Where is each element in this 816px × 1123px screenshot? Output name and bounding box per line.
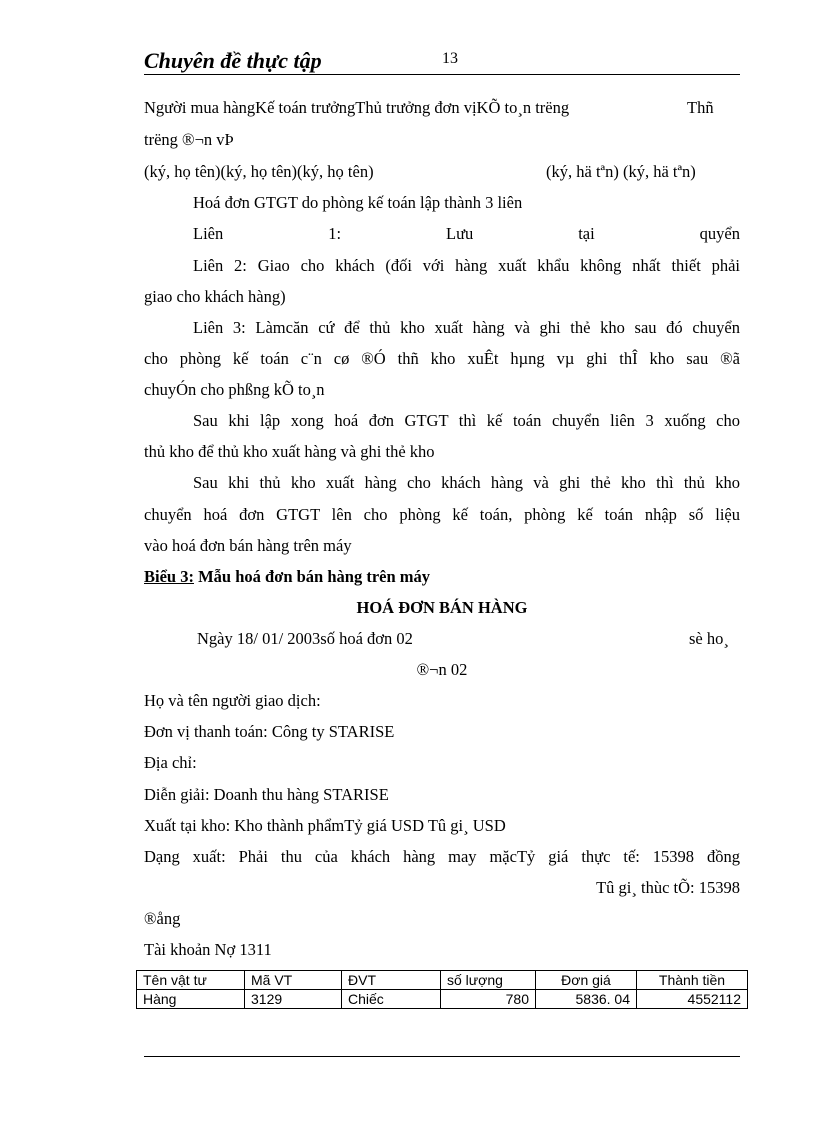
cell-quantity: 780 bbox=[441, 990, 536, 1009]
signature-line-1 bbox=[144, 98, 740, 118]
field-export-type: Dạng xuất: Phải thu của khách hàng may mặcTỷ giá thực tế: 15398 đồng bbox=[144, 847, 740, 866]
field-description: Diễn giải: Doanh thu hàng STARISE bbox=[144, 785, 389, 804]
paragraph-line: Sau khi lập xong hoá đơn GTGT thì kế toán chuyển liên 3 xuống cho bbox=[193, 411, 740, 430]
table-row bbox=[137, 990, 748, 1009]
cell-amount: 4552112 bbox=[637, 990, 748, 1009]
col-header: số lượng bbox=[441, 971, 536, 990]
page-header bbox=[144, 48, 740, 75]
field-counterparty: Họ và tên người giao dịch: bbox=[144, 691, 321, 710]
paragraph-line: Liên 2: Giao cho khách (đối với hàng xuất khẩu không nhất thiết phải bbox=[193, 256, 740, 275]
signature-roles-cont: Thñ bbox=[687, 98, 714, 117]
cell-unit: Chiếc bbox=[342, 990, 441, 1009]
table-header-row bbox=[137, 971, 748, 990]
signature-hint-cont: (ký, hä tªn) (ký, hä tªn) bbox=[546, 162, 696, 181]
invoice-table bbox=[136, 970, 748, 1009]
signature-line-2: trëng ®¬n vÞ bbox=[144, 130, 234, 149]
invoice-date-line bbox=[144, 629, 740, 649]
col-header: Thành tiền bbox=[637, 971, 748, 990]
field-warehouse: Xuất tại kho: Kho thành phẩmTỷ giá USD Tû gi¸ USD bbox=[144, 816, 506, 835]
footer-rule bbox=[144, 1056, 740, 1057]
col-header: Đơn giá bbox=[536, 971, 637, 990]
invoice-date: Ngày 18/ 01/ 2003số hoá đơn 02 bbox=[197, 629, 413, 648]
figure-label: Biểu 3: bbox=[144, 567, 194, 586]
paragraph-line: Hoá đơn GTGT do phòng kế toán lập thành 3 liên bbox=[193, 193, 523, 212]
paragraph-line: vào hoá đơn bán hàng trên máy bbox=[144, 536, 352, 555]
signature-line-3 bbox=[144, 162, 740, 182]
signature-roles: Người mua hàngKế toán trưởngThủ trưởng đơn vịKÕ to¸n trëng bbox=[144, 98, 570, 117]
paragraph-line: cho phòng kế toán c¨n cø ®Ó thñ kho xuÊt hµng vµ ghi thÎ kho sau ®ã bbox=[144, 349, 740, 368]
field-exchange-rate: Tû gi¸ thùc tÕ: 15398 bbox=[596, 878, 740, 897]
paragraph-line: chuyÓn cho phßng kÕ to¸n bbox=[144, 380, 325, 399]
field-payer: Đơn vị thanh toán: Công ty STARISE bbox=[144, 722, 395, 741]
paragraph-line: chuyển hoá đơn GTGT lên cho phòng kế toán, phòng kế toán nhập số liệu bbox=[144, 505, 740, 524]
invoice-title: HOÁ ĐƠN BÁN HÀNG bbox=[356, 598, 528, 617]
cell-code: 3129 bbox=[245, 990, 342, 1009]
paragraph-line: Liên 3: Làmcăn cứ để thủ kho xuất hàng và ghi thẻ kho sau đó chuyển bbox=[193, 318, 740, 337]
figure-caption-text: Mẫu hoá đơn bán hàng trên máy bbox=[193, 567, 431, 586]
header-title: Chuyên đề thực tập bbox=[144, 48, 322, 73]
paragraph-line: Liên 1: Lưu tại quyển bbox=[193, 224, 740, 243]
col-header: Tên vật tư bbox=[137, 971, 245, 990]
col-header: ĐVT bbox=[342, 971, 441, 990]
page-number: 13 bbox=[442, 50, 458, 67]
figure-caption bbox=[144, 567, 740, 587]
signature-hint: (ký, họ tên)(ký, họ tên)(ký, họ tên) bbox=[144, 162, 374, 181]
cell-item: Hàng bbox=[137, 990, 245, 1009]
invoice-number-label: sè ho¸ bbox=[689, 629, 729, 648]
field-currency: ®ång bbox=[144, 909, 181, 928]
paragraph-line: thủ kho để thủ kho xuất hàng và ghi thẻ kho bbox=[144, 442, 435, 461]
invoice-number: ®¬n 02 bbox=[416, 660, 468, 679]
field-debit-account: Tài khoản Nợ 1311 bbox=[144, 940, 272, 959]
field-address: Địa chỉ: bbox=[144, 753, 197, 772]
col-header: Mã VT bbox=[245, 971, 342, 990]
cell-unit-price: 5836. 04 bbox=[536, 990, 637, 1009]
paragraph-line: Sau khi thủ kho xuất hàng cho khách hàng và ghi thẻ kho thì thủ kho bbox=[193, 473, 740, 492]
paragraph-line: giao cho khách hàng) bbox=[144, 287, 286, 306]
